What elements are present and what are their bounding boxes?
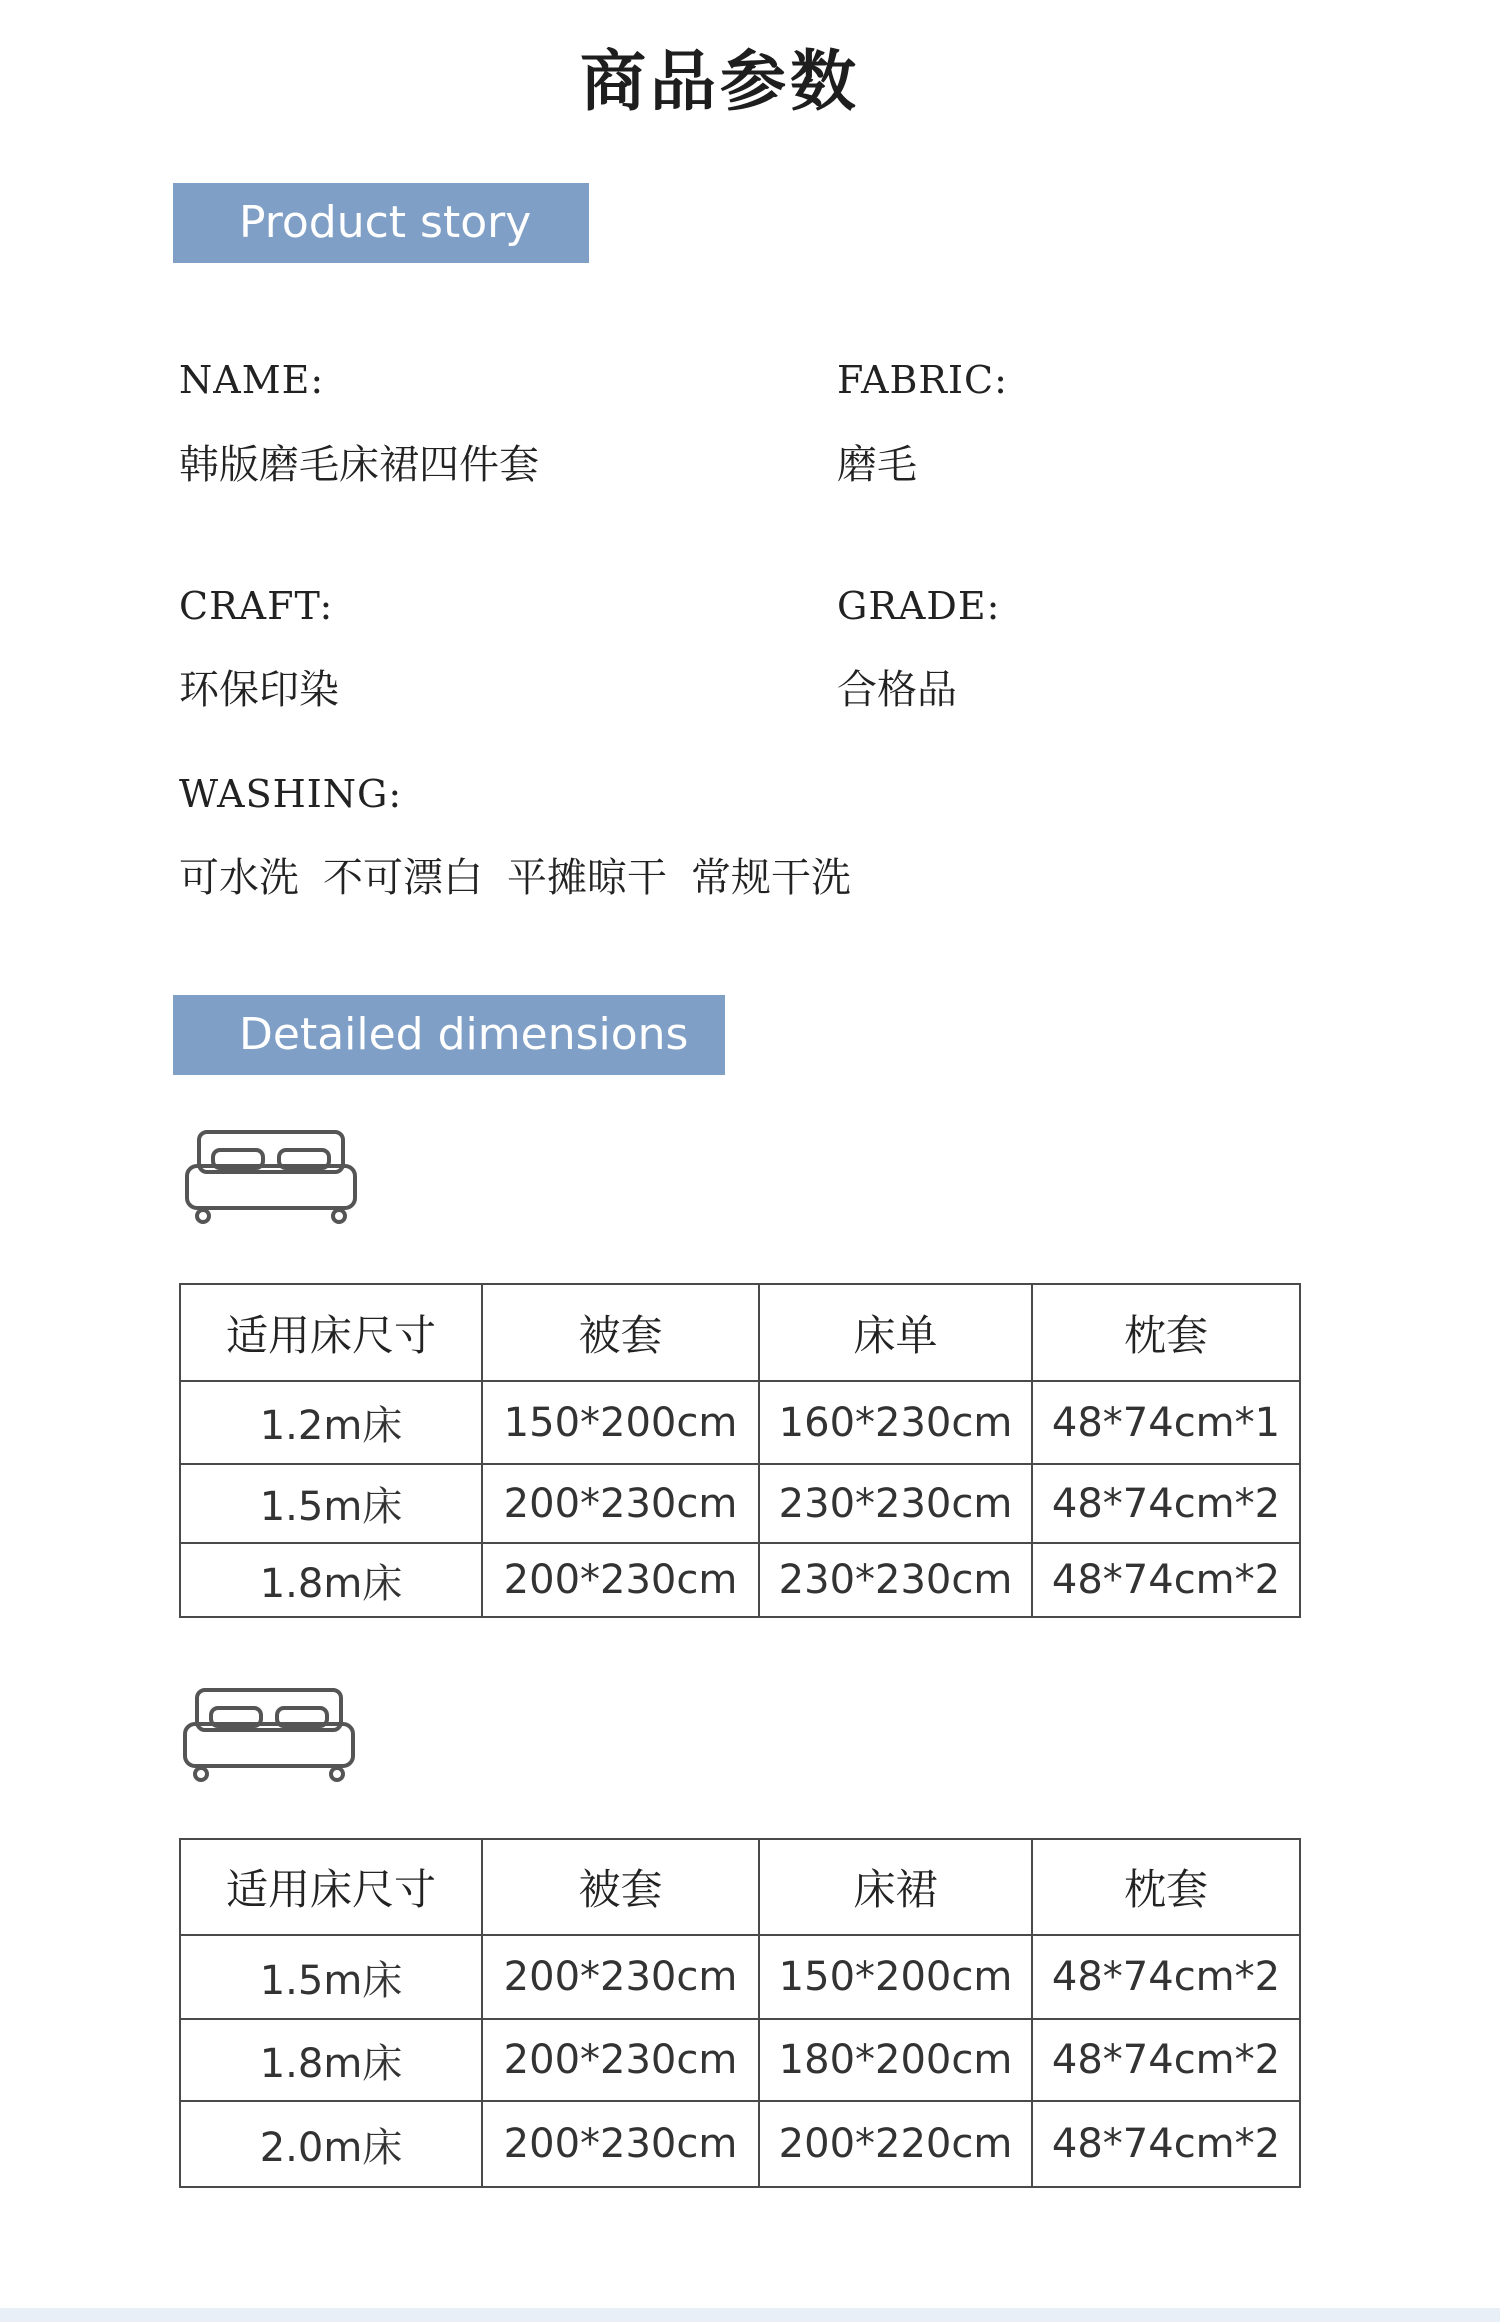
craft-label: CRAFT: — [179, 584, 334, 628]
table-row — [180, 2019, 1300, 2101]
table-header-row — [180, 1284, 1300, 1381]
table-cell: 200*230cm — [482, 2019, 759, 2101]
header-cell: 适用床尺寸 — [180, 1839, 482, 1935]
table-cell: 48*74cm*2 — [1032, 1543, 1300, 1617]
table-cell: 200*230cm — [482, 2101, 759, 2187]
table-cell: 48*74cm*2 — [1032, 2101, 1300, 2187]
table-row — [180, 1543, 1300, 1617]
header-cell: 被套 — [482, 1839, 759, 1935]
table-cell: 48*74cm*2 — [1032, 2019, 1300, 2101]
header-cell: 床裙 — [759, 1839, 1032, 1935]
table-cell: 200*220cm — [759, 2101, 1032, 2187]
header-cell: 枕套 — [1032, 1284, 1300, 1381]
washing-label: WASHING: — [179, 772, 403, 816]
washing-values — [179, 846, 875, 903]
bed-icon — [181, 1686, 357, 1786]
table-row — [180, 1381, 1300, 1464]
page-title: 商品参数 — [580, 43, 860, 120]
washing-item: 不可漂白 — [323, 855, 483, 901]
dimension-table-1 — [179, 1283, 1301, 1618]
table-header-row — [180, 1839, 1300, 1935]
washing-item: 常规干洗 — [691, 855, 851, 901]
dimension-table-2 — [179, 1838, 1301, 2188]
table-row — [180, 1464, 1300, 1543]
table-cell: 48*74cm*2 — [1032, 1464, 1300, 1543]
washing-item: 平摊晾干 — [507, 855, 667, 901]
header-cell: 床单 — [759, 1284, 1032, 1381]
table-cell: 180*200cm — [759, 2019, 1032, 2101]
table-cell: 48*74cm*2 — [1032, 1935, 1300, 2019]
detailed-dimensions-banner: Detailed dimensions — [173, 995, 725, 1075]
table-cell: 2.0m床 — [180, 2101, 482, 2187]
table-cell: 150*200cm — [482, 1381, 759, 1464]
table-cell: 200*230cm — [482, 1543, 759, 1617]
table-cell: 1.8m床 — [180, 1543, 482, 1617]
table-cell: 230*230cm — [759, 1543, 1032, 1617]
table-cell: 230*230cm — [759, 1464, 1032, 1543]
table-cell: 200*230cm — [482, 1464, 759, 1543]
table-cell: 1.5m床 — [180, 1464, 482, 1543]
grade-label: GRADE: — [837, 584, 1001, 628]
table-cell: 200*230cm — [482, 1935, 759, 2019]
bed-icon — [183, 1128, 359, 1228]
table-cell: 160*230cm — [759, 1381, 1032, 1464]
table-cell: 48*74cm*1 — [1032, 1381, 1300, 1464]
product-story-banner: Product story — [173, 183, 589, 263]
header-cell: 枕套 — [1032, 1839, 1300, 1935]
bottom-divider — [0, 2308, 1500, 2322]
table-cell: 1.8m床 — [180, 2019, 482, 2101]
fabric-value: 磨毛 — [837, 442, 917, 488]
name-label: NAME: — [179, 358, 325, 402]
craft-value: 环保印染 — [179, 667, 339, 713]
name-value: 韩版磨毛床裙四件套 — [179, 442, 539, 488]
table-row — [180, 2101, 1300, 2187]
washing-item: 可水洗 — [179, 855, 299, 901]
fabric-label: FABRIC: — [837, 358, 1008, 402]
grade-value: 合格品 — [837, 667, 957, 713]
header-cell: 适用床尺寸 — [180, 1284, 482, 1381]
table-cell: 1.2m床 — [180, 1381, 482, 1464]
table-row — [180, 1935, 1300, 2019]
table-cell: 150*200cm — [759, 1935, 1032, 2019]
table-cell: 1.5m床 — [180, 1935, 482, 2019]
header-cell: 被套 — [482, 1284, 759, 1381]
